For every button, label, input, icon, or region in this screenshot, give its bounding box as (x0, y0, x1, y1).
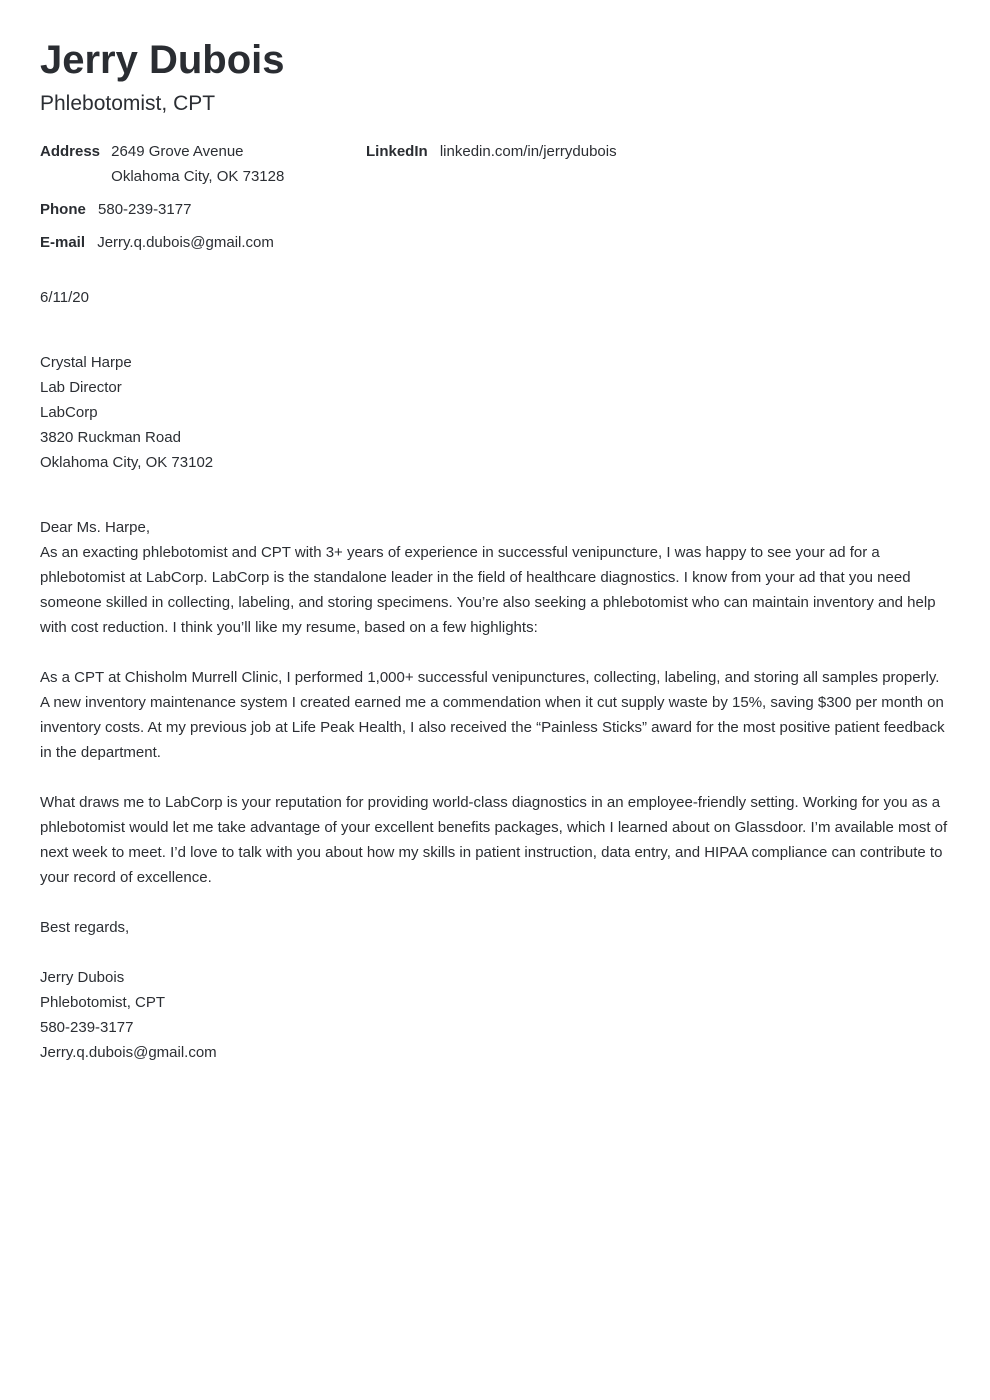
recipient-block (40, 350, 213, 475)
signature-block (40, 965, 950, 1065)
recipient-company: LabCorp (40, 404, 98, 421)
paragraph-intro: As an exacting phlebotomist and CPT with 3+ years of experience in successful venipuncture, I was happy to see your ad for a phlebotomist at LabCorp. LabCorp is the standalone leader in the field of healthcare diagnostics. I know from your ad that you need someone skilled in collecting, labeling, and storing specimens. You’re also seeking a phlebotomist who can maintain inventory and help with cost reduction. I think you’ll like my resume, based on a few highlights: (40, 544, 936, 636)
contact-address (40, 139, 284, 189)
signature-email[interactable]: Jerry.q.dubois@gmail.com (40, 1044, 217, 1061)
letter-date: 6/11/20 (40, 289, 89, 306)
email-link[interactable]: Jerry.q.dubois@gmail.com (97, 234, 274, 251)
contact-phone (40, 197, 191, 222)
letter-body (40, 515, 950, 1065)
linkedin-label: LinkedIn (366, 143, 428, 160)
address-line-1: 2649 Grove Avenue (111, 143, 244, 160)
applicant-job-title: Phlebotomist, CPT (40, 92, 216, 115)
contact-email (40, 230, 274, 255)
address-label: Address (40, 143, 101, 160)
recipient-title: Lab Director (40, 379, 122, 396)
paragraph-achievements: As a CPT at Chisholm Murrell Clinic, I performed 1,000+ successful venipunctures, collecting, labeling, and storing all samples properly. A new inventory maintenance system I created earned me a commendation when it cut supply waste by 15%, saving $300 per month on inventory costs. At my previous job at Life Peak Health, I also received the “Painless Sticks” award for the most positive patient feedback in the department. (40, 669, 945, 761)
linkedin-link[interactable]: linkedin.com/in/jerrydubois (439, 143, 617, 160)
closing: Best regards, (40, 919, 130, 936)
address-line-2: Oklahoma City, OK 73128 (111, 168, 285, 185)
address-value (111, 139, 284, 189)
email-label: E-mail (40, 234, 86, 251)
contact-linkedin (366, 139, 617, 164)
signature-title: Phlebotomist, CPT (40, 994, 166, 1011)
paragraph-motivation: What draws me to LabCorp is your reputation for providing world-class diagnostics in an employee-friendly setting. Working for you as a phlebotomist would let me take advantage of your excellent benefits packages, which I learned about on Glassdoor. I’m available most of next week to meet. I’d love to talk with you about how my skills in patient instruction, data entry, and HIPAA compliance can contribute to your record of excellence. (40, 794, 948, 886)
signature-name: Jerry Dubois (40, 969, 125, 986)
greeting: Dear Ms. Harpe, (40, 519, 151, 536)
recipient-street: 3820 Ruckman Road (40, 429, 181, 446)
recipient-name: Crystal Harpe (40, 354, 132, 371)
recipient-city: Oklahoma City, OK 73102 (40, 454, 214, 471)
signature-phone: 580-239-3177 (40, 1019, 134, 1036)
phone-value: 580-239-3177 (98, 201, 192, 218)
phone-label: Phone (40, 201, 86, 218)
applicant-name: Jerry Dubois (40, 38, 285, 82)
